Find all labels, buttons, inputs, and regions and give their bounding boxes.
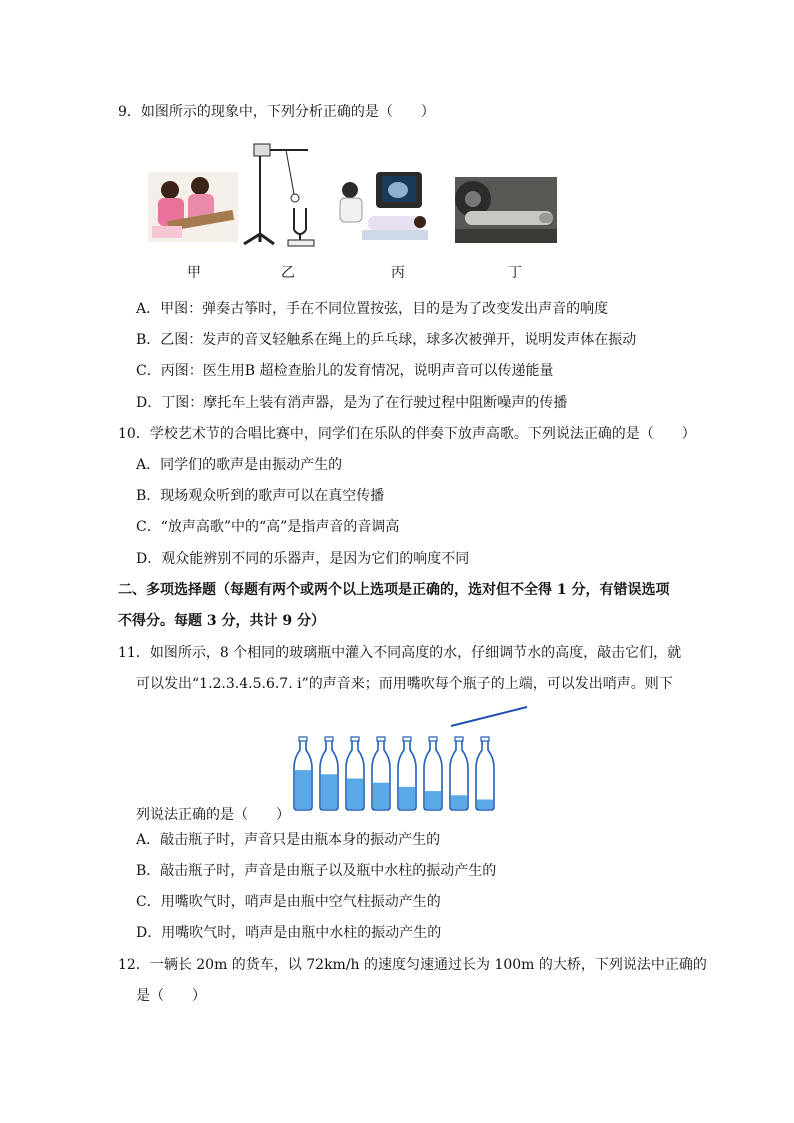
motorcycle-muffler-photo — [455, 177, 557, 243]
q11-stem-line3: 列说法正确的是（ ） — [136, 807, 290, 823]
bottle-water-5 — [399, 787, 415, 809]
glass-bottles-diagram — [290, 702, 535, 814]
bottle-mouth-2 — [325, 737, 333, 741]
bottle-mouth-4 — [377, 737, 385, 741]
bottle-mouth-5 — [403, 737, 411, 741]
figure-label-ding: 丁 — [508, 265, 522, 281]
q11-option-a: A．敲击瓶子时，声音只是由瓶本身的振动产生的 — [136, 832, 441, 848]
bottle-mouth-6 — [429, 737, 437, 741]
b-ultrasound-photo — [332, 170, 432, 244]
figure-label-bing: 丙 — [391, 265, 405, 281]
bottle-mouth-1 — [299, 737, 307, 741]
q10-option-b: B．现场观众听到的歌声可以在真空传播 — [136, 488, 385, 504]
q9-option-d: D．丁图：摩托车上装有消声器，是为了在行驶过程中阻断噪声的传播 — [136, 395, 568, 411]
q11-stem-line2: 可以发出“1.2.3.4.5.6.7. i”的声音来；而用嘴吹每个瓶子的上端，可以发出哨声。则下 — [136, 676, 673, 692]
q10-option-c: C．“放声高歌”中的“高”是指声音的音调高 — [136, 519, 400, 535]
blow-direction-line — [451, 707, 527, 726]
section2-heading-line2: 不得分。每题 3 分，共计 9 分） — [118, 613, 325, 629]
q9-stem: 9．如图所示的现象中，下列分析正确的是（ ） — [118, 104, 435, 120]
q12-stem-line1: 12．一辆长 20m 的货车，以 72km/h 的速度匀速通过长为 100m 的大桥，下列说法中正确的 — [118, 957, 707, 973]
figure-label-yi: 乙 — [281, 265, 295, 281]
q11-option-c: C．用嘴吹气时，哨声是由瓶中空气柱振动产生的 — [136, 894, 441, 910]
bottle-mouth-7 — [455, 737, 463, 741]
q9-option-c: C．丙图：医生用B 超检查胎儿的发育情况，说明声音可以传递能量 — [136, 363, 554, 379]
bottle-water-4 — [373, 783, 389, 809]
q11-option-b: B．敲击瓶子时，声音是由瓶子以及瓶中水柱的振动产生的 — [136, 863, 497, 879]
q12-stem-line2: 是（ ） — [136, 988, 206, 1004]
bottle-water-2 — [321, 774, 337, 809]
q10-option-d: D．观众能辨别不同的乐器声，是因为它们的响度不同 — [136, 551, 470, 567]
figure-label-jia: 甲 — [187, 265, 201, 281]
tuning-fork-stand-diagram — [238, 138, 323, 250]
q11-option-d: D．用嘴吹气时，哨声是由瓶中水柱的振动产生的 — [136, 925, 442, 941]
q10-option-a: A．同学们的歌声是由振动产生的 — [136, 457, 343, 473]
bottle-mouth-3 — [351, 737, 359, 741]
q11-stem-line1: 11．如图所示，8 个相同的玻璃瓶中灌入不同高度的水，仔细调节水的高度，敲击它们，就 — [118, 645, 682, 661]
bottle-water-7 — [451, 795, 467, 809]
q10-stem: 10．学校艺术节的合唱比赛中，同学们在乐队的伴奏下放声高歌。下列说法正确的是（ ） — [118, 426, 696, 442]
q9-option-b: B．乙图：发声的音叉轻触系在绳上的乒乓球，球多次被弹开，说明发声体在振动 — [136, 332, 637, 348]
bottle-water-6 — [425, 791, 441, 809]
bottle-water-1 — [295, 770, 311, 809]
guzheng-photo — [148, 172, 238, 242]
section2-heading-line1: 二、多项选择题（每题有两个或两个以上选项是正确的，选对但不全得 1 分，有错误选项 — [118, 582, 670, 598]
q9-option-a: A．甲图：弹奏古筝时，手在不同位置按弦，目的是为了改变发出声音的响度 — [136, 301, 609, 317]
bottle-mouth-8 — [481, 737, 489, 741]
bottle-water-3 — [347, 779, 363, 810]
bottle-water-8 — [477, 800, 493, 810]
